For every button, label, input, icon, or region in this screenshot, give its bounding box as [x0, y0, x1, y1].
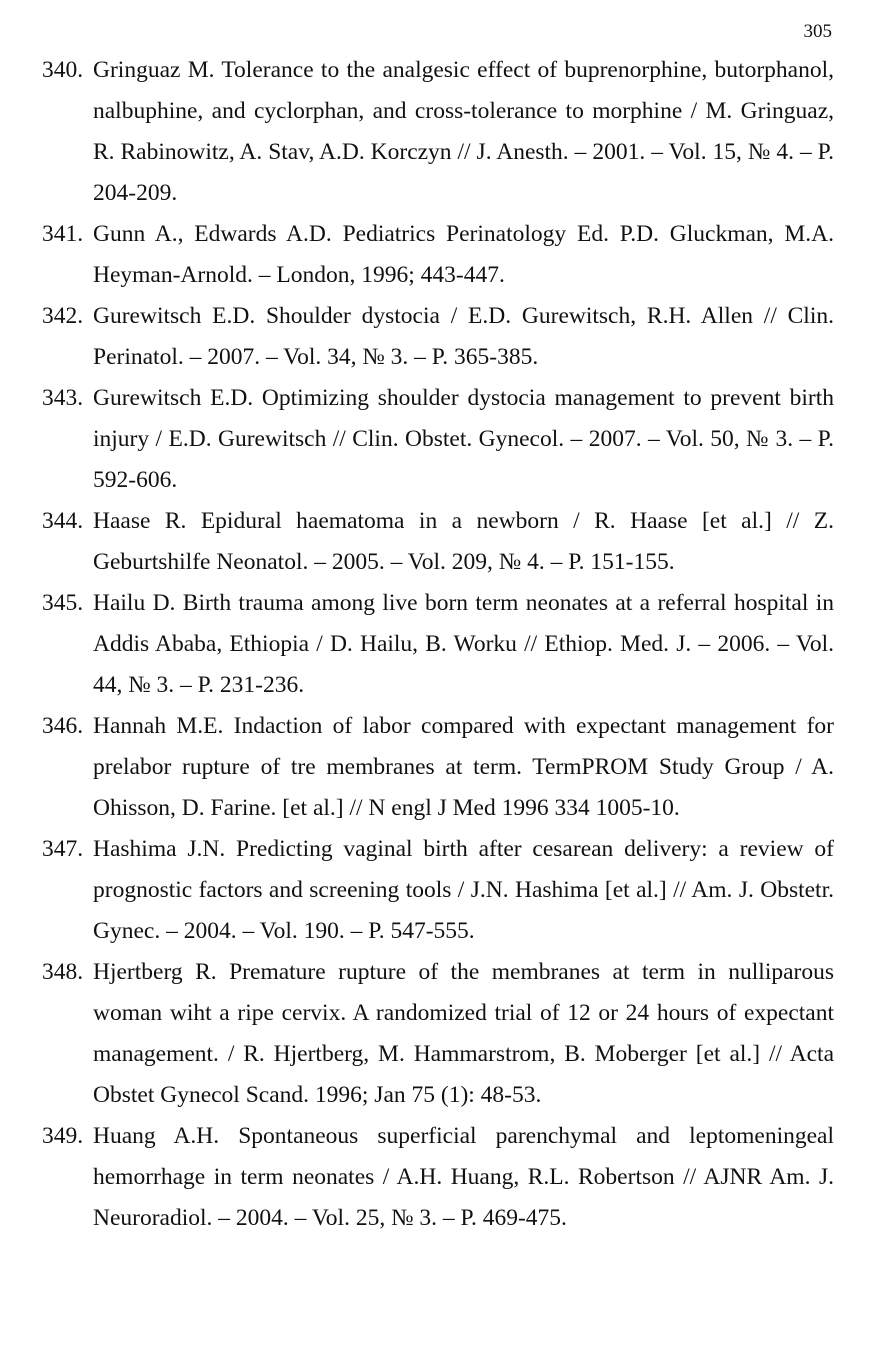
- reference-item: [0, 829, 880, 952]
- reference-text: Haase R. Epidural haematoma in a newborn / R. Haase [et al.] // Z. Geburtshilfe Neonatol. – 2005. – Vol. 209, № 4. – P. 151-155.: [93, 508, 834, 575]
- reference-item: [0, 952, 880, 1116]
- reference-number: 342.: [42, 303, 84, 329]
- page-number: 305: [803, 21, 832, 42]
- reference-item: [0, 296, 880, 378]
- reference-text: Hannah M.E. Indaction of labor compared with expectant management for prelabor rupture of tre membranes at term. TermPROM Study Group / A. Ohisson, D. Farine. [et al.] // N engl J Med 1996 334 1005-10.: [93, 713, 834, 821]
- reference-text: Huang A.H. Spontaneous superficial parenchymal and leptomeningeal hemorrhage in term neonates / A.H. Huang, R.L. Robertson // AJNR Am. J. Neuroradiol. – 2004. – Vol. 25, № 3. – P. 469-475.: [93, 1123, 834, 1231]
- reference-item: [0, 1116, 880, 1239]
- reference-item: [0, 583, 880, 706]
- reference-number: 343.: [42, 385, 84, 411]
- reference-number: 347.: [42, 836, 84, 862]
- reference-text: Gringuaz M. Tolerance to the analgesic effect of buprenorphine, butorphanol, nalbuphine, and cyclorphan, and cross-tolerance to morphine / M. Gringuaz, R. Rabinowitz, A. Stav, A.D. Korczyn // J. Anesth. – 2001. – Vol. 15, № 4. – P. 204-209.: [93, 57, 834, 206]
- reference-text: Gurewitsch E.D. Optimizing shoulder dystocia management to prevent birth injury / E.D. Gurewitsch // Clin. Obstet. Gynecol. – 2007. – Vol. 50, № 3. – P. 592-606.: [93, 385, 834, 493]
- reference-item: [0, 50, 880, 214]
- reference-number: 341.: [42, 221, 84, 247]
- reference-number: 340.: [42, 57, 84, 83]
- reference-item: [0, 214, 880, 296]
- reference-item: [0, 501, 880, 583]
- reference-text: Gurewitsch E.D. Shoulder dystocia / E.D. Gurewitsch, R.H. Allen // Clin. Perinatol. – 2007. – Vol. 34, № 3. – P. 365-385.: [93, 303, 834, 370]
- reference-text: Gunn A., Edwards A.D. Pediatrics Perinatology Ed. P.D. Gluckman, M.A. Heyman-Arnold. – London, 1996; 443-447.: [93, 221, 834, 288]
- reference-text: Hashima J.N. Predicting vaginal birth after cesarean delivery: a review of prognostic factors and screening tools / J.N. Hashima [et al.] // Am. J. Obstetr. Gynec. – 2004. – Vol. 190. – P. 547-555.: [93, 836, 834, 944]
- reference-number: 349.: [42, 1123, 84, 1149]
- reference-number: 345.: [42, 590, 84, 616]
- reference-text: Hailu D. Birth trauma among live born term neonates at a referral hospital in Addis Ababa, Ethiopia / D. Hailu, B. Worku // Ethiop. Med. J. – 2006. – Vol. 44, № 3. – P. 231-236.: [93, 590, 834, 698]
- reference-number: 346.: [42, 713, 84, 739]
- reference-text: Hjertberg R. Premature rupture of the membranes at term in nulliparous woman wiht a ripe cervix. A randomized trial of 12 or 24 hours of expectant management. / R. Hjertberg, M. Hammarstrom, B. Moberger [et al.] // Acta Obstet Gynecol Scand. 1996; Jan 75 (1): 48-53.: [93, 959, 834, 1108]
- reference-item: [0, 378, 880, 501]
- reference-item: [0, 706, 880, 829]
- reference-number: 344.: [42, 508, 84, 534]
- reference-list: [0, 50, 880, 1239]
- reference-number: 348.: [42, 959, 84, 985]
